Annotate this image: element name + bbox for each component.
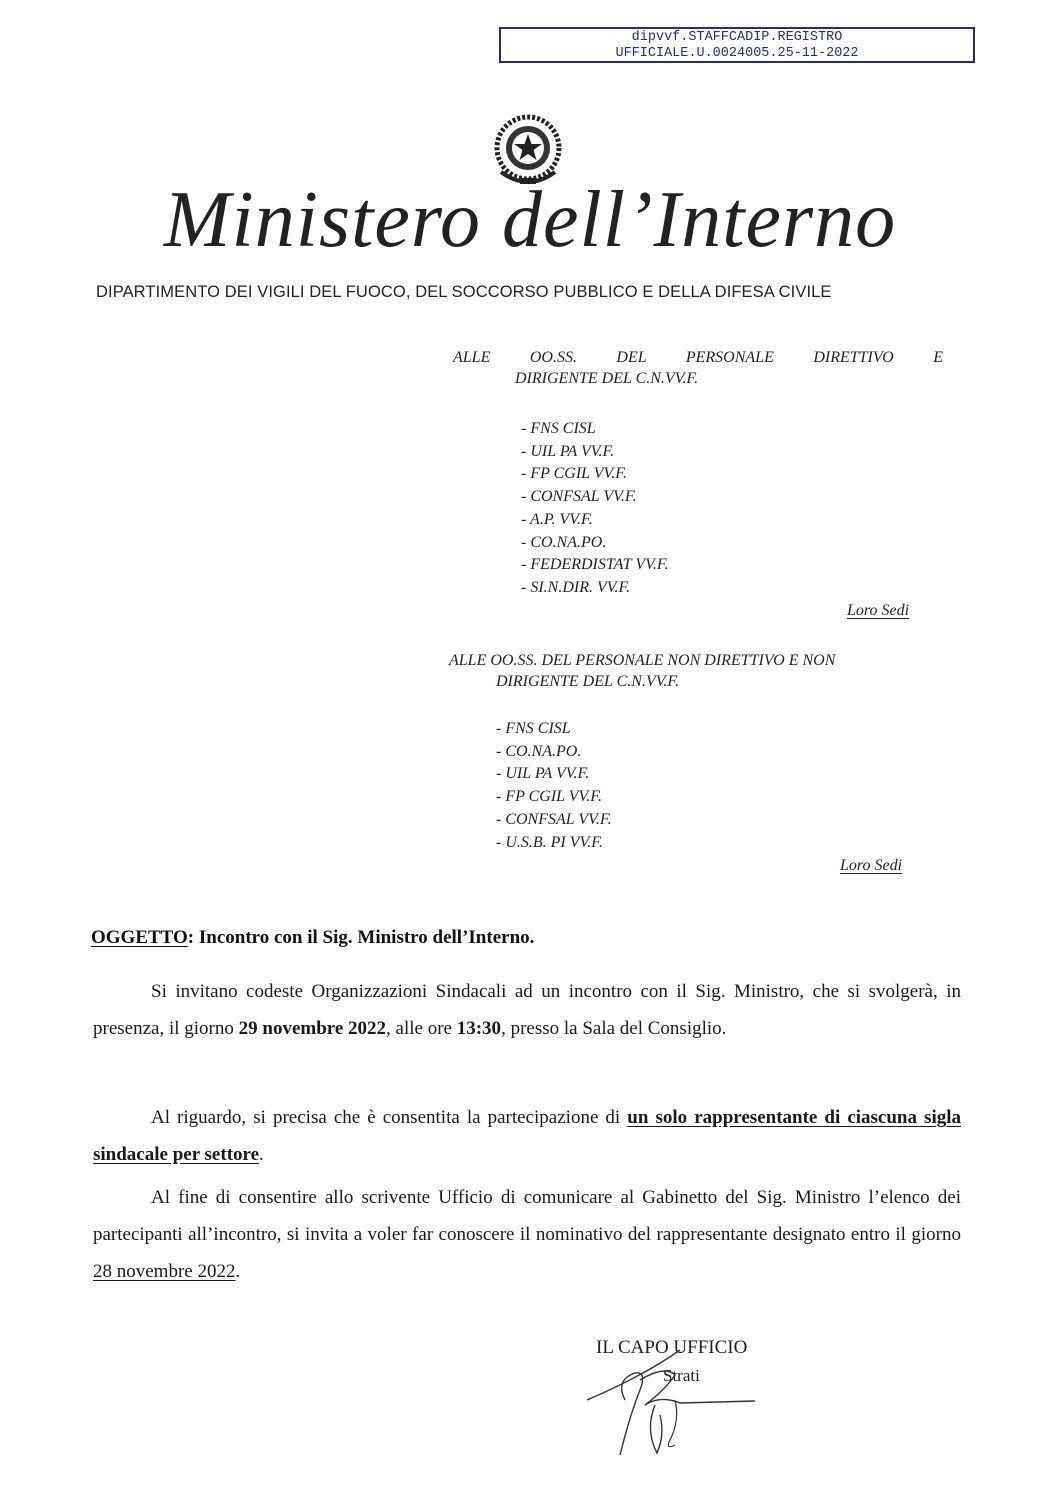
list-item: - FEDERDISTAT VV.F. — [521, 556, 669, 574]
body-paragraph-1 — [93, 973, 961, 1047]
handwritten-signature-icon — [585, 1345, 785, 1460]
deadline-date: 28 novembre 2022 — [93, 1261, 236, 1282]
list-item: - FNS CISL — [496, 720, 571, 737]
union-list-2 — [496, 718, 612, 854]
body-paragraph-3 — [93, 1179, 961, 1290]
addressee-2-line-2: DIRIGENTE DEL C.N.VV.F. — [496, 673, 680, 690]
subject-text: : Incontro con il Sig. Ministro dell’Interno. — [187, 927, 535, 948]
protocol-line-2: UFFICIALE.U.0024005.25-11-2022 — [615, 46, 859, 61]
department-name: DIPARTIMENTO DEI VIGILI DEL FUOCO, DEL SOCCORSO PUBBLICO E DELLA DIFESA CIVILE — [96, 283, 832, 301]
p2-text-b: . — [259, 1144, 264, 1165]
list-item: - CO.NA.PO. — [496, 742, 582, 760]
p1-text-c: , presso la Sala del Consiglio. — [501, 1018, 727, 1039]
ministry-title: Ministero dell’Interno — [163, 176, 897, 264]
signature-name: Strati — [663, 1366, 700, 1385]
subject-label: OGGETTO — [91, 927, 188, 948]
protocol-stamp — [499, 27, 975, 63]
list-item: - SI.N.DIR. VV.F. — [521, 578, 631, 596]
p3-text-b: . — [235, 1261, 241, 1282]
list-item: - FP CGIL VV.F. — [496, 788, 602, 806]
list-item: - CONFSAL VV.F. — [521, 488, 637, 506]
union-list-1 — [521, 418, 669, 600]
meeting-time: 13:30 — [456, 1018, 502, 1039]
loro-sedi-1: Loro Sedi — [847, 602, 910, 619]
subject-line — [91, 927, 534, 949]
list-item: - UIL PA VV.F. — [521, 442, 615, 460]
loro-sedi-2: Loro Sedi — [840, 857, 903, 874]
list-item: - A.P. VV.F. — [521, 510, 593, 528]
addressee-header-2 — [449, 650, 949, 692]
representative-rule: un solo rappresentante di ciascuna sigla sindacale per settore — [93, 1107, 961, 1165]
meeting-date: 29 novembre 2022 — [238, 1018, 387, 1039]
list-item: - UIL PA VV.F. — [496, 765, 590, 783]
body-paragraph-2 — [93, 1099, 961, 1173]
p3-text-a: Al fine di consentire allo scrivente Ufficio di comunicare al Gabinetto del Sig. Ministro l’elenco dei partecipanti all’incontro, si invita a voler far conoscere il nominativo del rappresentante designato entro il giorno — [93, 1187, 961, 1245]
addressee-1-line-1: ALLE OO.SS. DEL PERSONALE DIRETTIVO E — [453, 349, 943, 366]
p1-text-b: , alle ore — [386, 1018, 457, 1039]
list-item: - CO.NA.PO. — [521, 533, 607, 551]
list-item: - U.S.B. PI VV.F. — [496, 833, 603, 851]
list-item: - FP CGIL VV.F. — [521, 465, 627, 483]
p1-text-a: Si invitano codeste Organizzazioni Sindacali ad un incontro con il Sig. Ministro, che si svolgerà, in presenza, il giorno — [93, 981, 961, 1039]
p2-text-a: Al riguardo, si precisa che è consentita la partecipazione di — [151, 1107, 628, 1128]
addressee-2-line-1: ALLE OO.SS. DEL PERSONALE NON DIRETTIVO E NON — [449, 652, 836, 669]
list-item: - FNS CISL — [521, 420, 596, 437]
protocol-line-1: dipvvf.STAFFCADIP.REGISTRO — [631, 30, 843, 45]
list-item: - CONFSAL VV.F. — [496, 810, 612, 828]
addressee-1-line-2: DIRIGENTE DEL C.N.VV.F. — [515, 370, 699, 387]
signature-title: IL CAPO UFFICIO — [596, 1337, 748, 1358]
addressee-header-1 — [453, 347, 943, 389]
